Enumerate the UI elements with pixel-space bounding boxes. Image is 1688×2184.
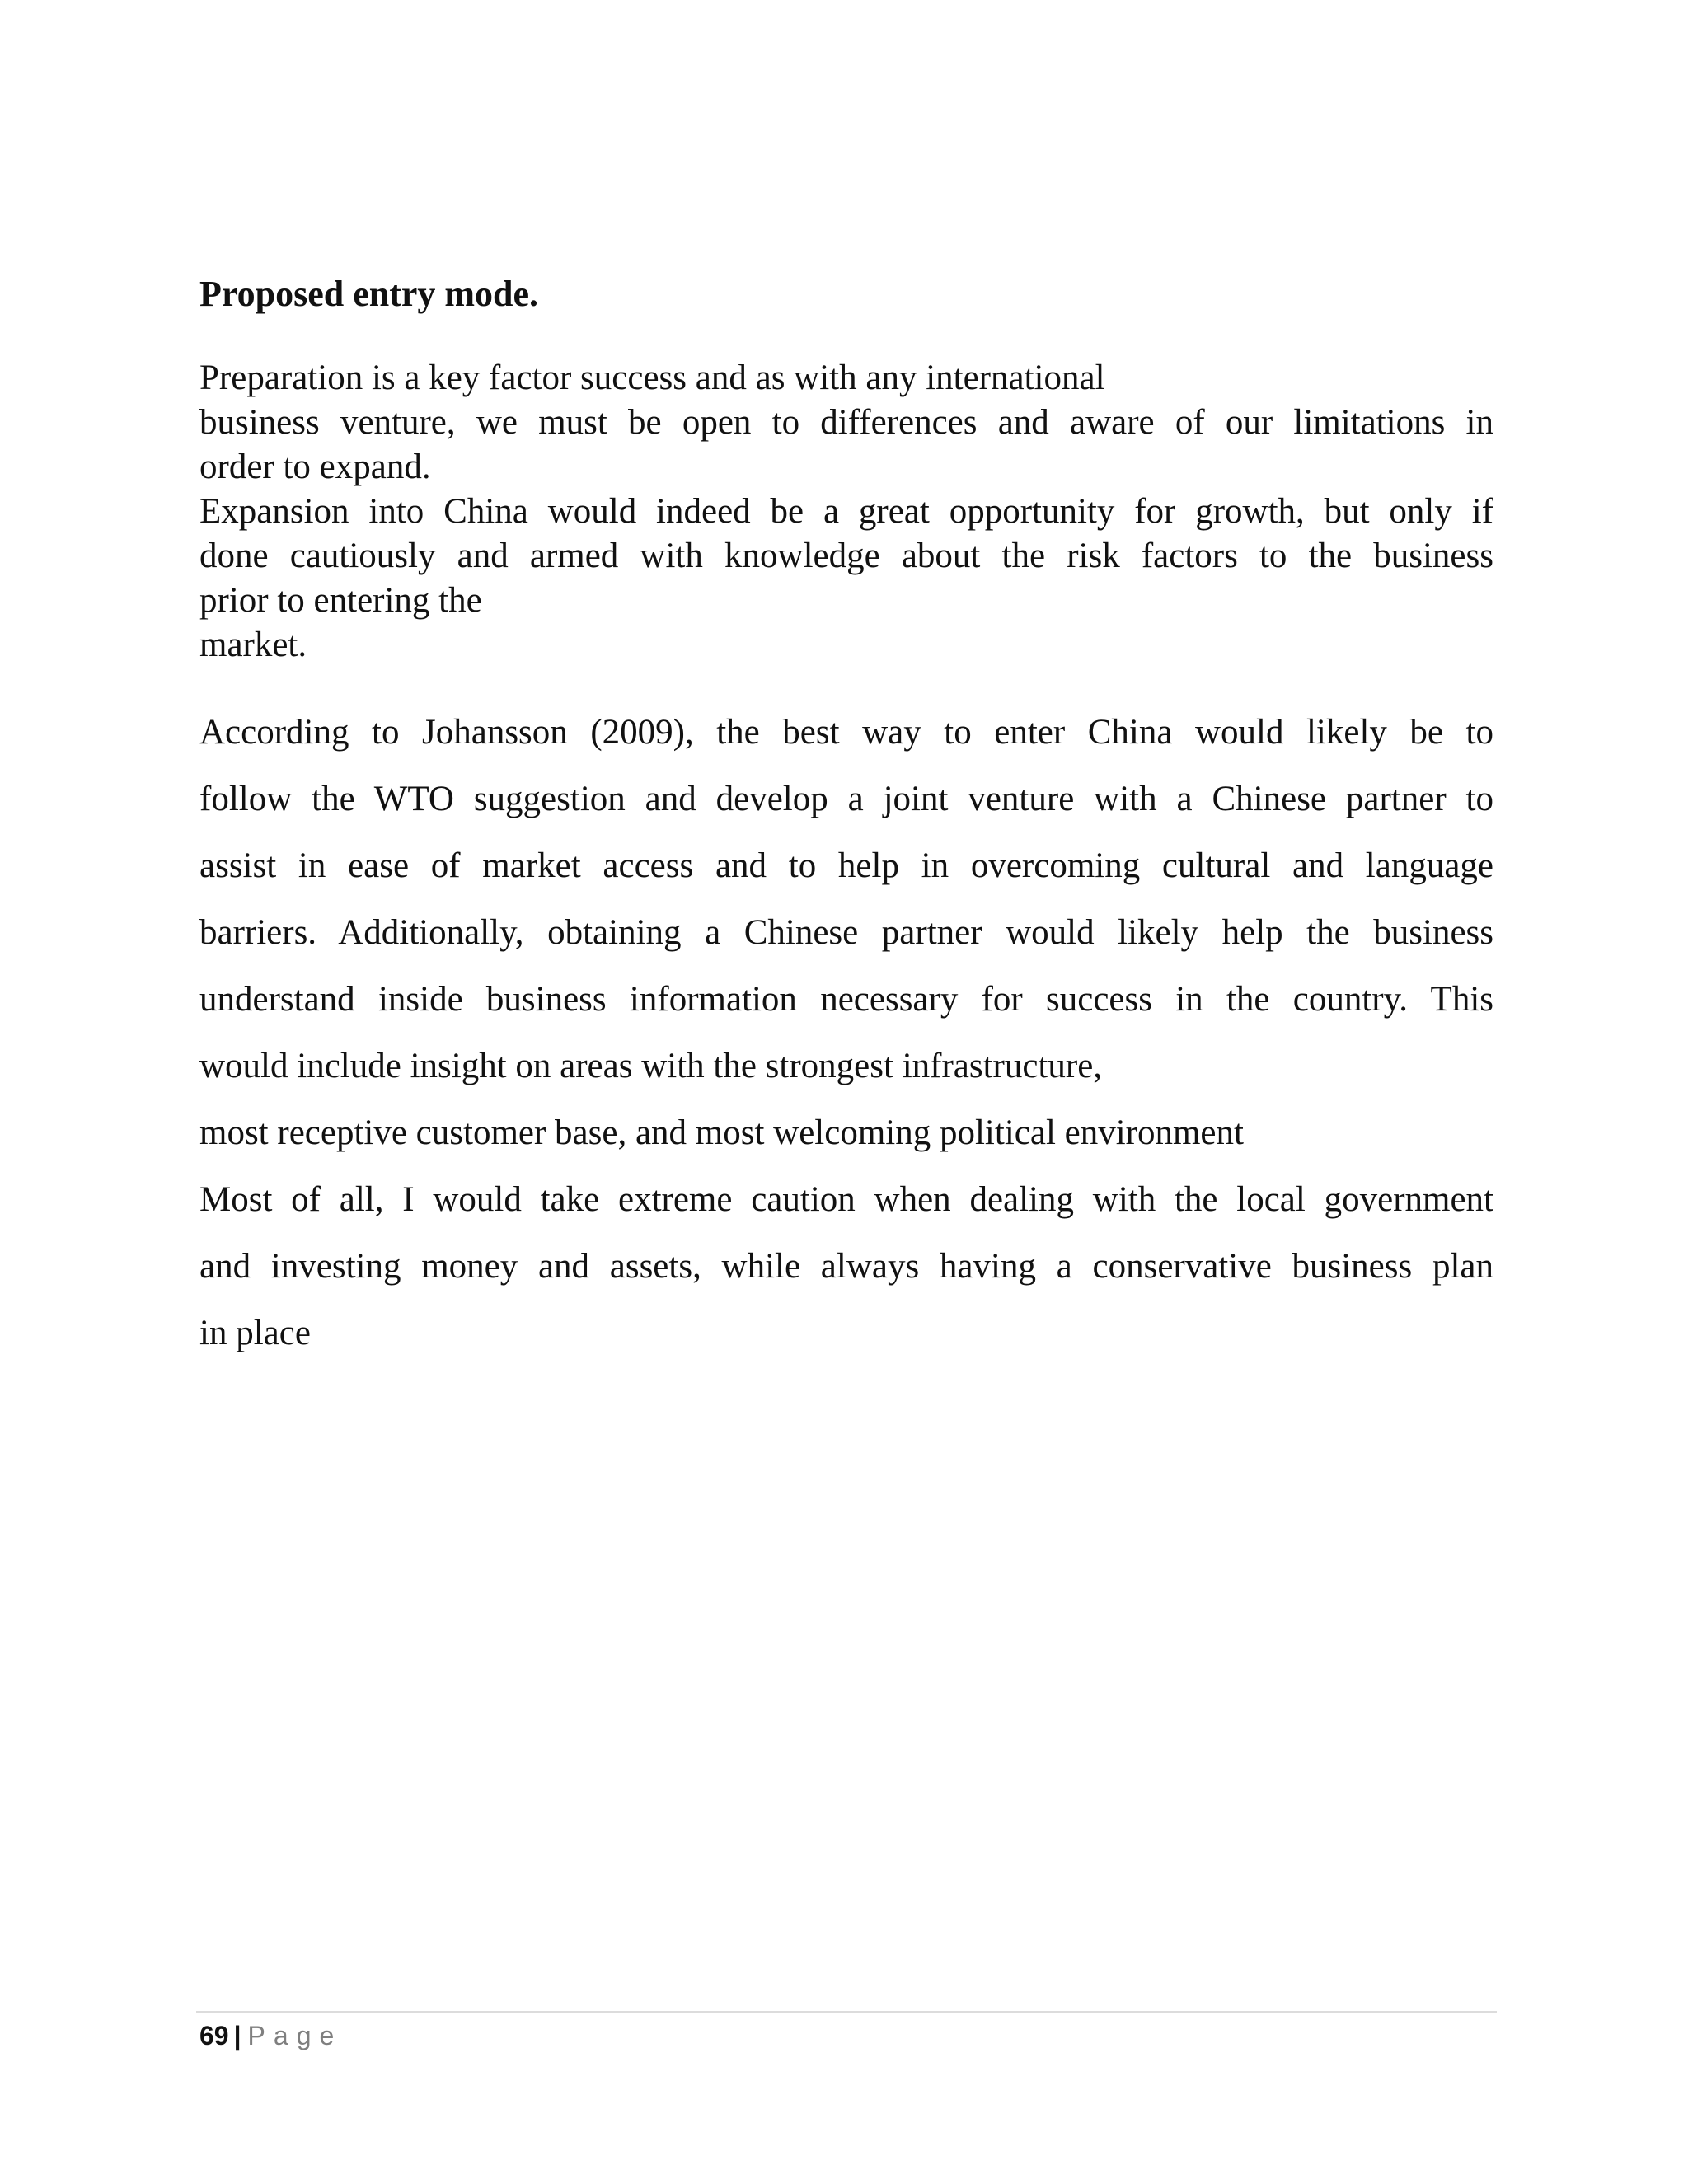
text-line: would include insight on areas with the strongest infrastructure,: [199, 1047, 1103, 1085]
text-line: market.: [199, 626, 307, 664]
text-line: Most of all, I would take extreme caution when dealing with the local government: [199, 1180, 1493, 1219]
text-line: follow the WTO suggestion and develop a joint venture with a Chinese partner to: [199, 780, 1493, 818]
paragraph-expansion: [199, 490, 1493, 668]
page-label: Page: [247, 2021, 343, 2050]
page-number: 69: [199, 2021, 229, 2050]
text-line: and investing money and assets, while always having a conservative business plan: [199, 1247, 1493, 1286]
paragraph-preparation: [199, 356, 1493, 490]
text-line: in place: [199, 1314, 311, 1352]
text-line: prior to entering the: [199, 581, 482, 620]
paragraph-johansson: [199, 699, 1493, 1366]
footer-divider: [196, 2011, 1497, 2013]
text-line: Expansion into China would indeed be a great opportunity for growth, but only if: [199, 492, 1493, 531]
text-line: assist in ease of market access and to help in overcoming cultural and language: [199, 846, 1493, 885]
text-line: business venture, we must be open to differences and aware of our limitations in: [199, 403, 1493, 442]
section-heading: Proposed entry mode.: [199, 274, 539, 314]
footer-separator: |: [233, 2021, 241, 2050]
page-footer: [199, 2019, 342, 2052]
text-line: most receptive customer base, and most welcoming political environment: [199, 1113, 1244, 1152]
text-line: According to Johansson (2009), the best way to enter China would likely be to: [199, 713, 1493, 752]
text-line: done cautiously and armed with knowledge about the risk factors to the business: [199, 537, 1493, 575]
text-line: understand inside business information necessary for success in the country. This: [199, 980, 1493, 1019]
text-line: barriers. Additionally, obtaining a Chinese partner would likely help the business: [199, 913, 1493, 952]
text-line: order to expand.: [199, 448, 431, 486]
text-line: Preparation is a key factor success and as with any international: [199, 359, 1105, 397]
